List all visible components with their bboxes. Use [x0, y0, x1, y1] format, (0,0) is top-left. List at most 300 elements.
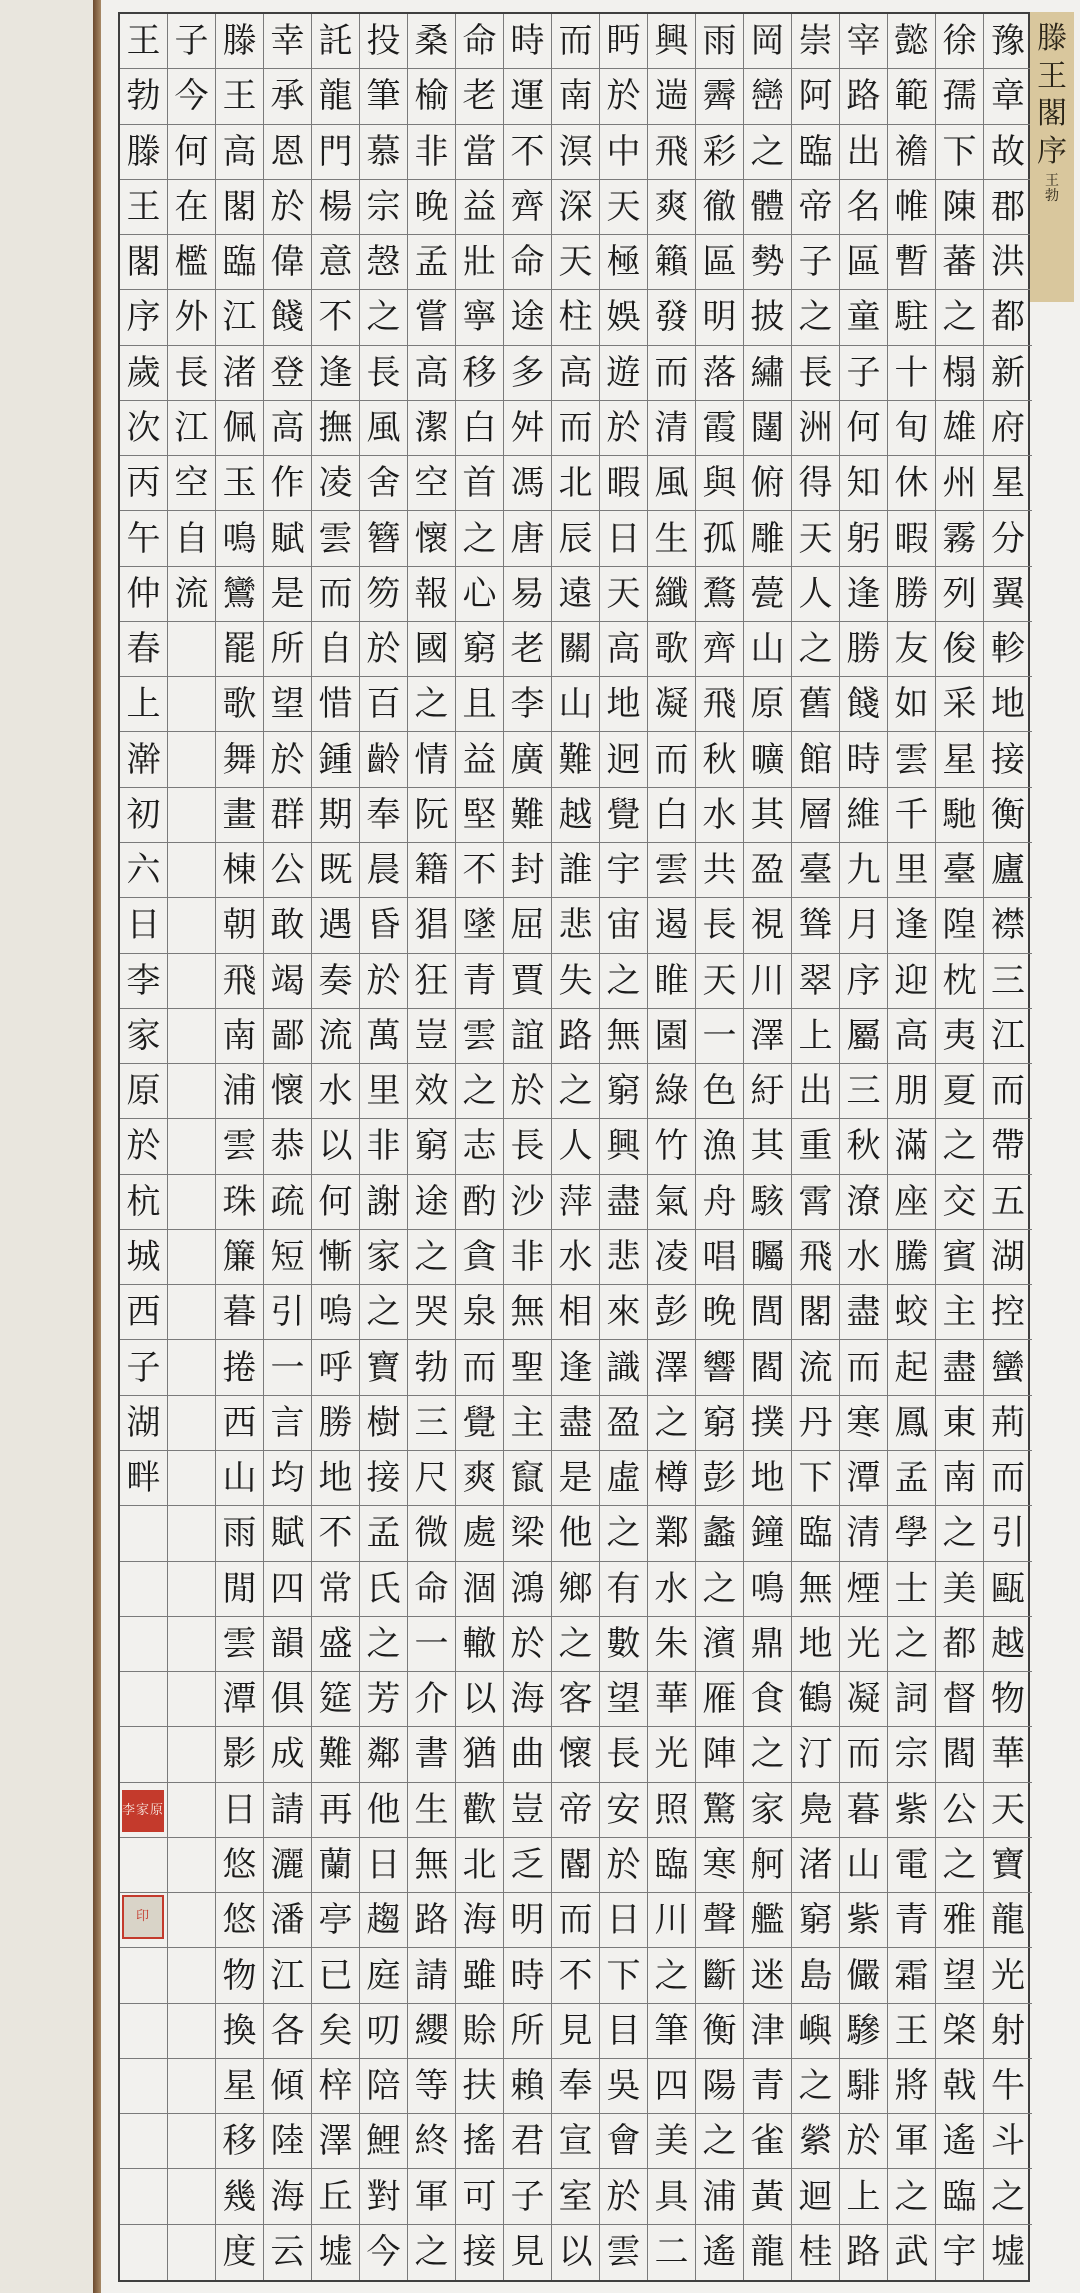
grid-cell: 水: [648, 1562, 696, 1617]
grid-cell: 鼎: [744, 1617, 792, 1672]
grid-cell: 範: [888, 69, 936, 124]
grid-cell: 鳴: [216, 511, 264, 566]
grid-cell: 投: [360, 14, 408, 69]
grid-cell: 子: [792, 235, 840, 290]
grid-cell: [168, 1175, 216, 1230]
grid-cell: 壯: [456, 235, 504, 290]
grid-cell: 如: [888, 677, 936, 732]
grid-cell: 三: [840, 1064, 888, 1119]
grid-cell: 自: [312, 622, 360, 677]
grid-cell: 室: [552, 2169, 600, 2224]
grid-cell: 二: [648, 2225, 696, 2280]
grid-cell: 無: [408, 1838, 456, 1893]
grid-cell: 雁: [696, 1672, 744, 1727]
grid-cell: 恩: [264, 125, 312, 180]
grid-cell: 鴻: [504, 1562, 552, 1617]
grid-cell: 鄙: [264, 1009, 312, 1064]
grid-cell: 當: [456, 125, 504, 180]
grid-cell: 枕: [936, 954, 984, 1009]
grid-cell: 家: [360, 1230, 408, 1285]
grid-cell: 渚: [792, 1838, 840, 1893]
grid-cell: 各: [264, 2004, 312, 2059]
grid-cell: 飛: [216, 954, 264, 1009]
grid-cell: 所: [264, 622, 312, 677]
grid-cell: 路: [408, 1893, 456, 1948]
grid-cell: 飛: [648, 125, 696, 180]
grid-cell: 州: [936, 456, 984, 511]
grid-cell: 中: [600, 125, 648, 180]
grid-cell: 懷: [552, 1727, 600, 1782]
grid-cell: 之: [648, 1396, 696, 1451]
grid-cell: 鳳: [888, 1396, 936, 1451]
grid-cell: [168, 1727, 216, 1782]
grid-cell: 友: [888, 622, 936, 677]
grid-cell: [120, 2059, 168, 2114]
grid-cell: 暮: [840, 1783, 888, 1838]
grid-cell: 高: [408, 346, 456, 401]
grid-cell: 雲: [216, 1119, 264, 1174]
grid-cell: 效: [408, 1064, 456, 1119]
grid-cell: 杭: [120, 1175, 168, 1230]
grid-cell: 人: [552, 1119, 600, 1174]
grid-cell: 湖: [984, 1230, 1032, 1285]
grid-cell: 首: [456, 456, 504, 511]
grid-cell: 蠻: [984, 1340, 1032, 1395]
grid-cell: 雨: [216, 1506, 264, 1561]
grid-cell: 蛟: [888, 1285, 936, 1340]
grid-cell: 心: [456, 567, 504, 622]
grid-cell: 鯉: [360, 2114, 408, 2169]
grid-cell: 維: [840, 788, 888, 843]
grid-cell: 地: [312, 1451, 360, 1506]
grid-cell: 易: [504, 567, 552, 622]
grid-cell: 非: [360, 1119, 408, 1174]
grid-cell: 騰: [888, 1230, 936, 1285]
grid-cell: 而: [648, 346, 696, 401]
grid-cell: 飛: [696, 677, 744, 732]
grid-cell: 旬: [888, 401, 936, 456]
grid-cell: 煙: [840, 1562, 888, 1617]
grid-cell: 新: [984, 346, 1032, 401]
grid-cell: 墟: [991, 2232, 1025, 2273]
grid-cell: 之: [936, 290, 984, 345]
grid-cell: 清: [840, 1506, 888, 1561]
grid-cell: 五: [984, 1175, 1032, 1230]
grid-cell: 丹: [792, 1396, 840, 1451]
grid-cell: 而: [840, 1340, 888, 1395]
grid-cell: 奉: [360, 788, 408, 843]
grid-cell: [168, 1119, 216, 1174]
grid-cell: 紫: [840, 1893, 888, 1948]
grid-cell: 盈: [744, 843, 792, 898]
grid-cell: 於: [600, 2169, 648, 2224]
grid-cell: 與: [696, 456, 744, 511]
grid-cell: 猶: [456, 1727, 504, 1782]
grid-cell: 督: [936, 1672, 984, 1727]
grid-cell: 鳧: [792, 1783, 840, 1838]
grid-cell: 雄: [936, 401, 984, 456]
grid-cell: 趨: [360, 1893, 408, 1948]
grid-cell: 渚: [216, 346, 264, 401]
grid-cell: 四: [648, 2059, 696, 2114]
grid-cell: 臨: [648, 1838, 696, 1893]
grid-cell: 月: [840, 898, 888, 953]
grid-cell: 分: [984, 511, 1032, 566]
grid-cell: 門: [312, 125, 360, 180]
grid-cell: 交: [936, 1175, 984, 1230]
grid-cell: 主: [504, 1396, 552, 1451]
grid-cell: 見: [504, 2225, 552, 2280]
grid-cell: 越: [984, 1617, 1032, 1672]
grid-cell: 氏: [360, 1562, 408, 1617]
grid-cell: 朝: [216, 898, 264, 953]
grid-cell: 共: [696, 843, 744, 898]
grid-cell: 水: [552, 1230, 600, 1285]
grid-cell: 千: [888, 788, 936, 843]
grid-cell: 駭: [744, 1175, 792, 1230]
grid-cell: 襟: [984, 898, 1032, 953]
grid-cell: 高: [888, 1009, 936, 1064]
grid-cell: 鄉: [552, 1562, 600, 1617]
grid-cell: 聖: [504, 1340, 552, 1395]
grid-cell: 關: [552, 622, 600, 677]
grid-cell: 詞: [888, 1672, 936, 1727]
grid-cell: 星: [984, 456, 1032, 511]
grid-cell: 閭: [744, 1285, 792, 1340]
grid-cell: 陽: [696, 2059, 744, 2114]
grid-cell: 曠: [744, 732, 792, 787]
grid-cell: 其: [744, 1119, 792, 1174]
grid-cell: 佩: [216, 401, 264, 456]
grid-cell: [120, 1506, 168, 1561]
grid-cell: 出: [840, 125, 888, 180]
grid-cell: 陸: [264, 2114, 312, 2169]
grid-cell: 軍: [888, 2114, 936, 2169]
grid-cell: 翠: [792, 954, 840, 1009]
grid-cell: 之: [696, 2114, 744, 2169]
grid-cell: 甌: [984, 1562, 1032, 1617]
grid-cell: 罷: [216, 622, 264, 677]
grid-cell: 芳: [360, 1672, 408, 1727]
grid-cell: 辰: [552, 511, 600, 566]
grid-cell: 於: [600, 1838, 648, 1893]
grid-cell: 於: [504, 1064, 552, 1119]
grid-cell: 之: [360, 1285, 408, 1340]
grid-cell: 得: [792, 456, 840, 511]
grid-cell: 盈: [600, 1396, 648, 1451]
grid-cell: 春: [120, 622, 168, 677]
grid-cell: 云: [264, 2225, 312, 2280]
grid-cell: 落: [696, 346, 744, 401]
grid-cell: 意: [312, 235, 360, 290]
grid-cell: 孺: [936, 69, 984, 124]
grid-cell: 可: [456, 2169, 504, 2224]
grid-cell: 地: [600, 677, 648, 732]
grid-cell: 凝: [648, 677, 696, 732]
grid-cell: 猖: [408, 898, 456, 953]
grid-cell: 地: [744, 1451, 792, 1506]
grid-cell: 高: [216, 125, 264, 180]
grid-cell: 承: [264, 69, 312, 124]
grid-cell: 蕃: [936, 235, 984, 290]
grid-cell: [168, 677, 216, 732]
grid-cell: 懿: [888, 14, 936, 69]
grid-cell: 爽: [456, 1451, 504, 1506]
grid-cell: 對: [360, 2169, 408, 2224]
grid-cell: 不: [552, 1948, 600, 2003]
grid-cell: 長: [360, 346, 408, 401]
grid-cell: 奏: [312, 954, 360, 1009]
grid-cell: 途: [408, 1175, 456, 1230]
grid-cell: 珠: [216, 1175, 264, 1230]
grid-cell: 郡: [984, 180, 1032, 235]
grid-cell: 阿: [792, 69, 840, 124]
grid-cell: 丘: [312, 2169, 360, 2224]
grid-cell: 畫: [216, 788, 264, 843]
grid-cell: 流: [168, 567, 216, 622]
grid-cell: 以: [456, 1672, 504, 1727]
grid-cell: 庭: [360, 1948, 408, 2003]
grid-cell: 雕: [744, 511, 792, 566]
grid-cell: 沙: [504, 1175, 552, 1230]
grid-cell: 時: [504, 14, 552, 69]
grid-cell: 下: [600, 1948, 648, 2003]
grid-cell: [168, 1672, 216, 1727]
grid-cell: 下: [936, 125, 984, 180]
grid-cell: [120, 1727, 168, 1782]
grid-cell: 發: [648, 290, 696, 345]
grid-cell: 託: [312, 14, 360, 69]
grid-cell: 迎: [888, 954, 936, 1009]
grid-cell: 而: [840, 1727, 888, 1782]
grid-cell: 原: [744, 677, 792, 732]
grid-cell: 滿: [888, 1119, 936, 1174]
grid-cell: 賴: [504, 2059, 552, 2114]
grid-cell: 午: [120, 511, 168, 566]
grid-cell: 雨: [696, 14, 744, 69]
grid-cell: 而: [552, 1893, 600, 1948]
grid-cell: 雀: [744, 2114, 792, 2169]
grid-cell: 江: [216, 290, 264, 345]
grid-cell: 虛: [600, 1451, 648, 1506]
grid-cell: 晚: [408, 180, 456, 235]
grid-cell: 群: [264, 788, 312, 843]
grid-cell: 閻: [744, 1340, 792, 1395]
grid-cell: 勝: [888, 567, 936, 622]
grid-cell: 之: [792, 2059, 840, 2114]
grid-cell: 朱: [648, 1617, 696, 1672]
grid-cell: [168, 1893, 216, 1948]
grid-cell: 霄: [792, 1175, 840, 1230]
grid-cell: 接: [360, 1451, 408, 1506]
grid-cell: 矣: [312, 2004, 360, 2059]
grid-cell: 畔: [120, 1451, 168, 1506]
grid-cell: 盛: [312, 1617, 360, 1672]
grid-cell: 滕: [216, 14, 264, 69]
grid-cell: 一: [408, 1617, 456, 1672]
grid-cell: 覺: [600, 788, 648, 843]
grid-cell: 之: [408, 677, 456, 732]
grid-cell: 青: [888, 1893, 936, 1948]
grid-cell: 斷: [696, 1948, 744, 2003]
grid-cell: 澤: [744, 1009, 792, 1064]
grid-cell: 陣: [696, 1727, 744, 1782]
grid-cell: 陪: [360, 2059, 408, 2114]
grid-cell: 都: [936, 1617, 984, 1672]
grid-cell: [168, 1451, 216, 1506]
grid-cell: 十: [888, 346, 936, 401]
grid-cell: 六: [120, 843, 168, 898]
grid-cell: 報: [408, 567, 456, 622]
grid-cell: 主: [936, 1285, 984, 1340]
grid-cell: 窮: [792, 1893, 840, 1948]
grid-cell: 之: [408, 1230, 456, 1285]
grid-cell: 士: [888, 1562, 936, 1617]
grid-cell: 逢: [552, 1340, 600, 1395]
grid-cell: 謝: [360, 1175, 408, 1230]
grid-cell: 以: [552, 2225, 600, 2280]
grid-cell: 處: [456, 1506, 504, 1561]
grid-cell: 館: [792, 732, 840, 787]
grid-cell: 廣: [504, 732, 552, 787]
grid-cell: 星: [936, 732, 984, 787]
grid-cell: 浦: [216, 1064, 264, 1119]
grid-cell: 而: [648, 732, 696, 787]
grid-cell: 層: [792, 788, 840, 843]
grid-cell: 之: [936, 1506, 984, 1561]
grid-cell: 帝: [792, 180, 840, 235]
grid-cell: 於: [600, 69, 648, 124]
grid-cell: 寒: [840, 1396, 888, 1451]
grid-cell: 叨: [360, 2004, 408, 2059]
grid-cell: 涸: [456, 1562, 504, 1617]
grid-cell: 在: [168, 180, 216, 235]
grid-cell: 閣: [216, 180, 264, 235]
grid-cell: [168, 1783, 216, 1838]
grid-cell: [120, 1617, 168, 1672]
grid-cell: 今: [168, 69, 216, 124]
grid-cell: 人: [792, 567, 840, 622]
grid-cell: 難: [552, 732, 600, 787]
grid-cell: 韻: [264, 1617, 312, 1672]
grid-cell: 驚: [696, 1783, 744, 1838]
grid-cell: 而: [456, 1340, 504, 1395]
grid-cell: 巒: [744, 69, 792, 124]
grid-cell: 澣: [120, 732, 168, 787]
grid-cell: 來: [600, 1285, 648, 1340]
grid-cell: 臺: [936, 843, 984, 898]
grid-cell: 流: [792, 1340, 840, 1395]
grid-cell: 其: [744, 788, 792, 843]
grid-cell: 萍: [552, 1175, 600, 1230]
grid-cell: 光: [840, 1617, 888, 1672]
grid-cell: 望: [936, 1948, 984, 2003]
grid-cell: 悲: [600, 1230, 648, 1285]
grid-cell: 華: [984, 1727, 1032, 1782]
grid-cell: 簾: [216, 1230, 264, 1285]
grid-cell: 望: [600, 1672, 648, 1727]
grid-cell: 之: [456, 1064, 504, 1119]
grid-cell: 外: [168, 290, 216, 345]
grid-cell: 之: [552, 1617, 600, 1672]
grid-cell: 蠡: [696, 1506, 744, 1561]
grid-cell: 介: [408, 1672, 456, 1727]
grid-cell: 之: [552, 1064, 600, 1119]
grid-cell: [168, 788, 216, 843]
grid-cell: 朋: [888, 1064, 936, 1119]
character-grid: [118, 12, 1030, 2282]
grid-cell: 臺: [792, 843, 840, 898]
grid-cell: 賦: [264, 1506, 312, 1561]
grid-cell: 風: [648, 456, 696, 511]
grid-cell: 澤: [648, 1340, 696, 1395]
grid-cell: 安: [600, 1783, 648, 1838]
grid-cell: 披: [744, 290, 792, 345]
grid-cell: 夏: [936, 1064, 984, 1119]
grid-cell: 宣: [552, 2114, 600, 2169]
grid-cell: 躬: [840, 511, 888, 566]
grid-cell: 生: [408, 1783, 456, 1838]
grid-cell: 之: [600, 1506, 648, 1561]
grid-cell: 換: [216, 2004, 264, 2059]
grid-cell: 彭: [648, 1285, 696, 1340]
grid-cell: 雲: [600, 2225, 648, 2280]
grid-cell: 之: [936, 1119, 984, 1174]
grid-cell: [120, 2114, 168, 2169]
grid-cell: 竄: [504, 1451, 552, 1506]
grid-cell: 江: [168, 401, 216, 456]
grid-cell: 興: [600, 1119, 648, 1174]
grid-cell: 哭: [408, 1285, 456, 1340]
grid-cell: 聳: [792, 898, 840, 953]
grid-cell: 都: [984, 290, 1032, 345]
grid-cell: 仲: [120, 567, 168, 622]
grid-cell: 長: [504, 1119, 552, 1174]
grid-cell: 賦: [264, 511, 312, 566]
grid-cell: 府: [984, 401, 1032, 456]
grid-cell: 齊: [696, 622, 744, 677]
grid-cell: 序: [120, 290, 168, 345]
grid-cell: 嗚: [312, 1285, 360, 1340]
grid-cell: 閻: [936, 1727, 984, 1782]
grid-cell: [168, 2169, 216, 2224]
grid-cell: 窮: [696, 1396, 744, 1451]
grid-cell: 孟: [408, 235, 456, 290]
grid-cell: 墟: [312, 2225, 360, 2280]
grid-cell: 之: [360, 290, 408, 345]
grid-cell: [168, 2004, 216, 2059]
grid-cell: [168, 1948, 216, 2003]
grid-cell: 逢: [312, 346, 360, 401]
grid-cell: 豈: [504, 1783, 552, 1838]
grid-cell: 山: [840, 1838, 888, 1893]
grid-cell: 湖: [120, 1396, 168, 1451]
grid-cell: 岡: [744, 14, 792, 69]
grid-cell: 引: [984, 1506, 1032, 1561]
grid-cell: 綠: [648, 1064, 696, 1119]
grid-cell: [168, 1617, 216, 1672]
grid-cell: 路: [552, 1009, 600, 1064]
grid-cell: 再: [312, 1783, 360, 1838]
grid-cell: 下: [792, 1451, 840, 1506]
grid-cell: 之: [456, 511, 504, 566]
grid-cell: 已: [312, 1948, 360, 2003]
grid-cell: 於: [504, 1617, 552, 1672]
grid-cell: 竹: [648, 1119, 696, 1174]
grid-cell: 舛: [504, 401, 552, 456]
grid-cell: 子: [120, 1340, 168, 1395]
grid-cell: 目: [600, 2004, 648, 2059]
